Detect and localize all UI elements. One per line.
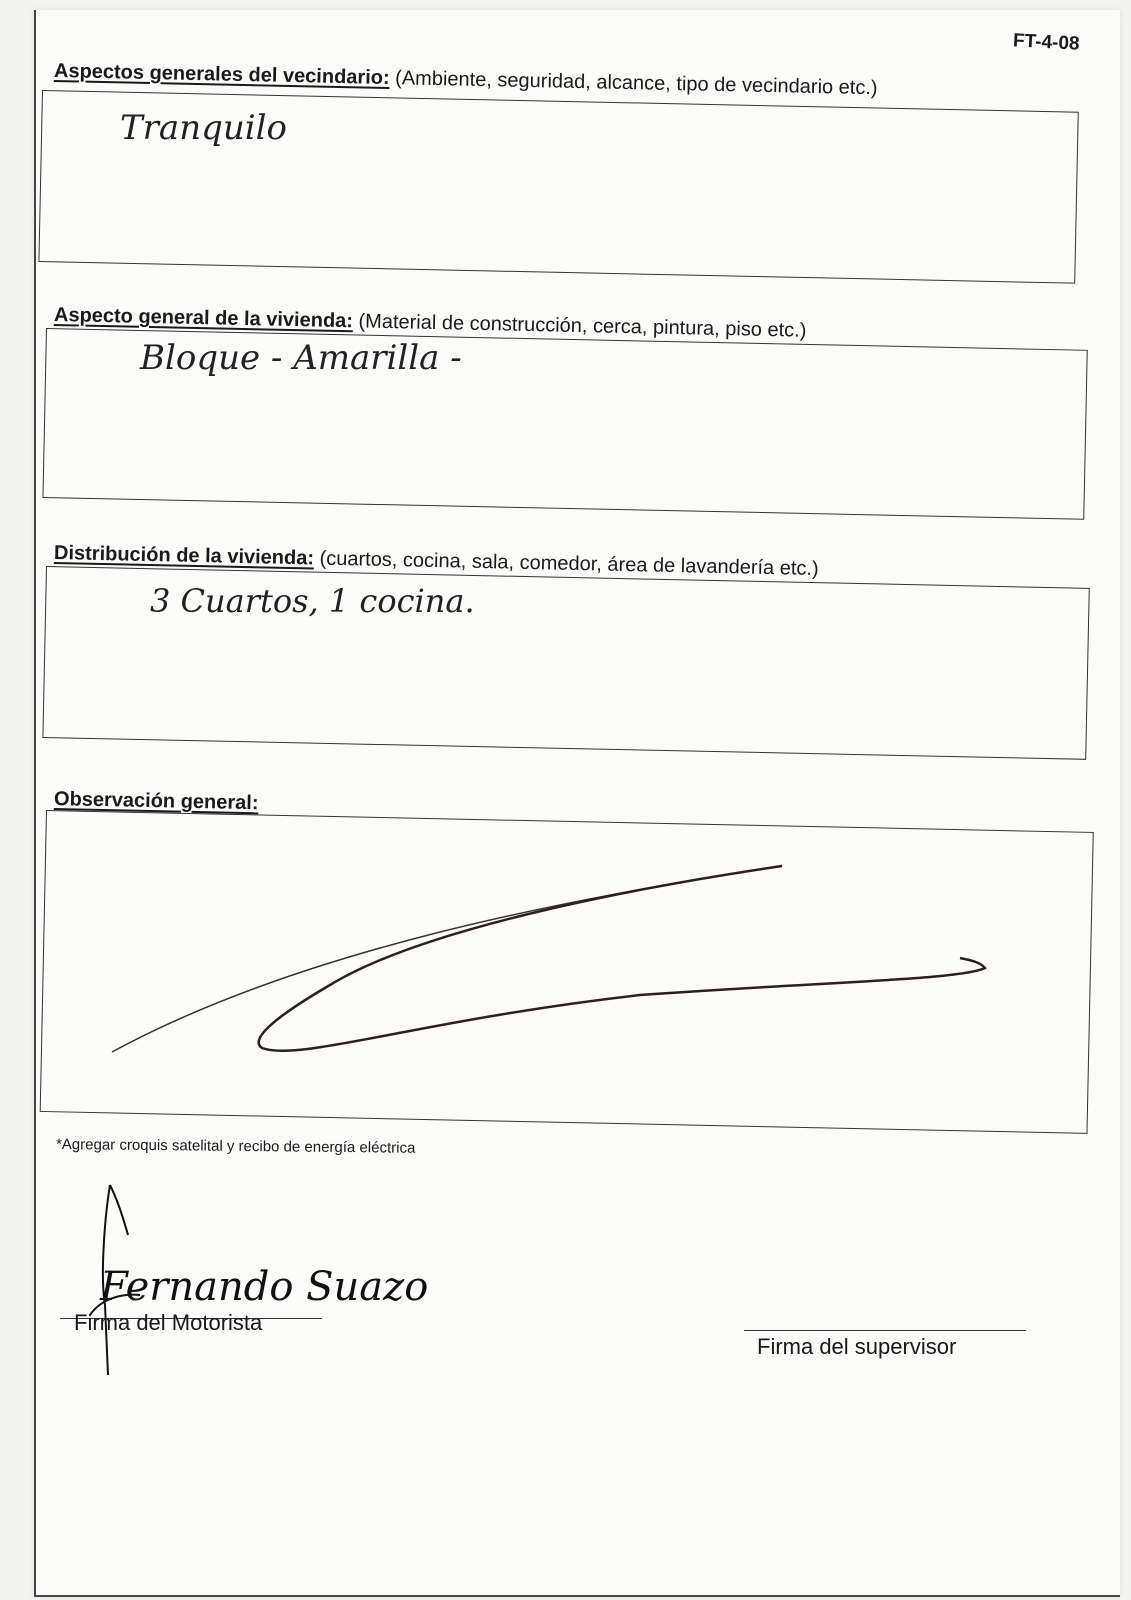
supervisor-signature-label: Firma del supervisor <box>757 1334 957 1359</box>
footnote: *Agregar croquis satelital y recibo de energía eléctrica <box>55 1136 416 1157</box>
section-label: Aspecto general de la vivienda: <box>53 304 354 333</box>
answer-house-layout: 3 Cuartos, 1 cocina. <box>150 582 475 620</box>
supervisor-signature-line <box>744 1330 1026 1331</box>
answer-neighborhood: Tranquilo <box>120 108 287 148</box>
driver-signature-label: Firma del Motorista <box>74 1310 263 1335</box>
section-hint: (Ambiente, seguridad, alcance, tipo de vecindario etc.) <box>394 67 878 100</box>
section-hint: (Material de construcción, cerca, pintura, piso etc.) <box>358 310 807 342</box>
answer-house-appearance: Bloque - Amarilla - <box>140 338 462 378</box>
driver-signature-image <box>60 1175 429 1385</box>
section-hint: (cuartos, cocina, sala, comedor, área de lavandería etc.) <box>319 547 819 581</box>
section-label: Aspectos generales del vecindario: <box>53 60 390 90</box>
section-label: Observación general: <box>53 788 259 815</box>
document-code: FT-4-08 <box>1012 30 1081 55</box>
section-label: Distribución de la vivienda: <box>53 542 315 570</box>
driver-signature-text: Fernando Suazo <box>100 1264 429 1310</box>
